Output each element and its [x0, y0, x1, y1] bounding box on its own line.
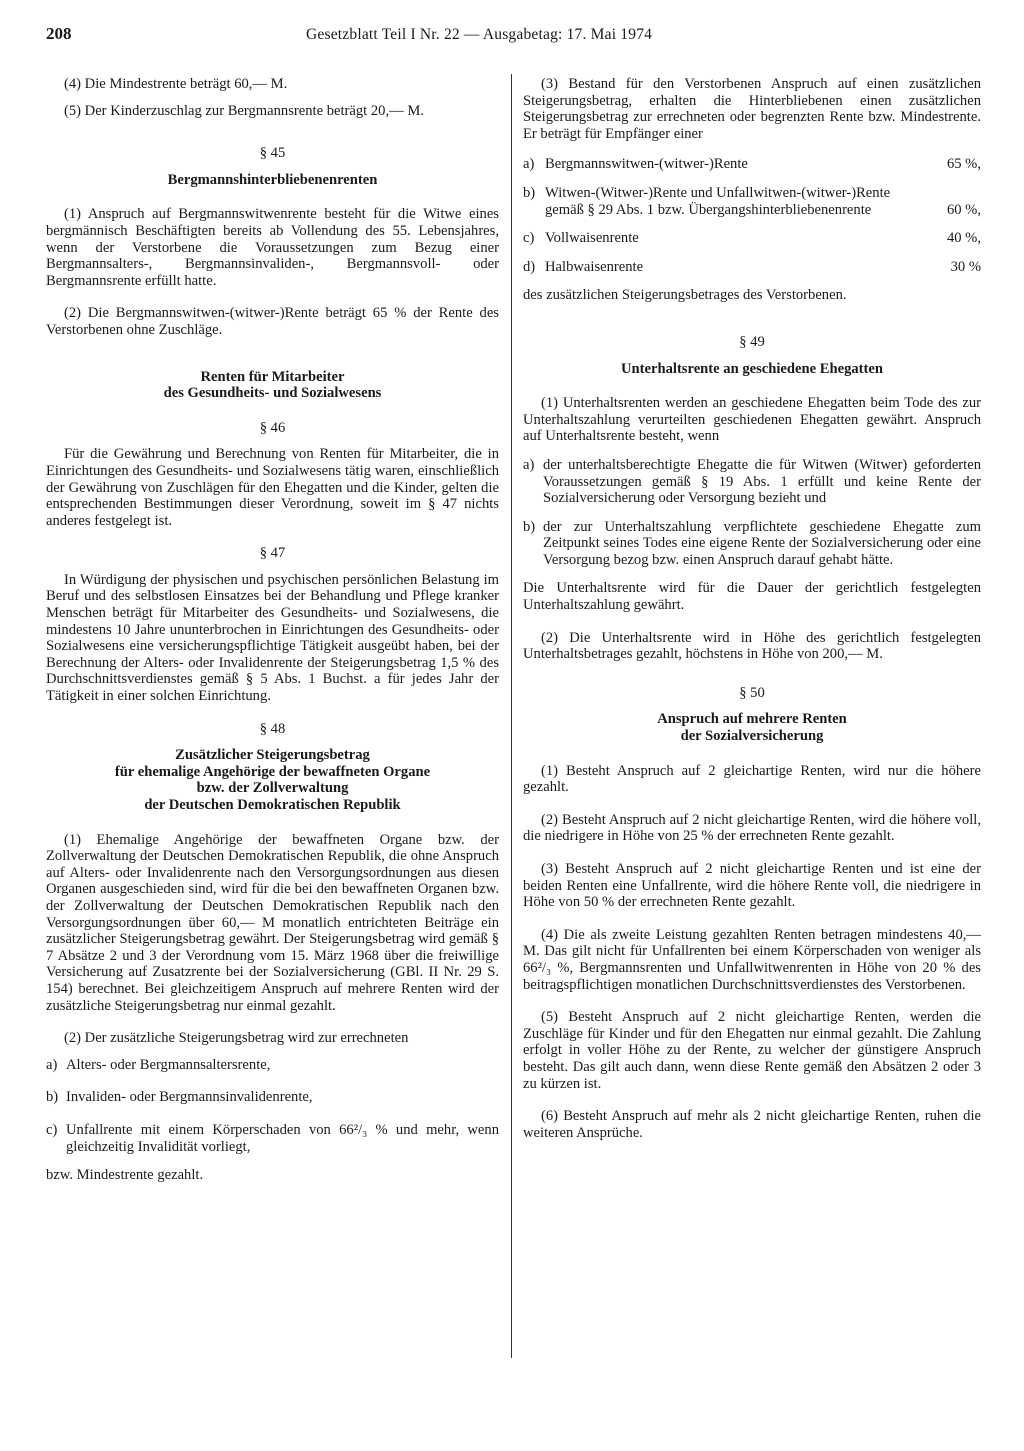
list-item-text: der zur Unterhaltszahlung verpflichtete geschiedene Ehegatte zum Zeitpunkt seines Todes eine eigene Rente der Sozialversicherung oder eine Versorgung bezog bzw. einen Anspruch darauf gehabt hätte. — [543, 518, 981, 568]
section-48-title — [46, 747, 499, 813]
rate-row-mark: c) — [523, 230, 535, 247]
rate-row-text: Halbwaisenrente — [545, 258, 644, 275]
list-item — [523, 457, 981, 507]
list-item-mark: a) — [523, 456, 535, 473]
page-header — [46, 26, 984, 50]
section-46-number: § 46 — [259, 419, 286, 436]
section-48-title-line-1: Zusätzlicher Steigerungsbetrag — [175, 747, 370, 764]
paragraph-50-2: (2) Besteht Anspruch auf 2 nicht gleichartige Renten, wird die höhere voll, die niedrigere in Höhe von 25 % der errechneten Rente gezahlt. — [523, 811, 981, 845]
rate-row-mark: d) — [523, 258, 536, 275]
right-column — [523, 76, 981, 1141]
section-50-title — [523, 711, 981, 744]
section-48-title-line-2: für ehemalige Angehörige der bewaffneten Organe — [114, 763, 431, 780]
paragraph-48-1: (1) Ehemalige Angehörige der bewaffneten Organe bzw. der Zollverwaltung der Deutschen Demokratischen Republik, die ohne Anspruch auf Alters- oder Invalidenrente nach den Versorgungsordnungen aus diesen Organen ausgeschieden sind, wird für die bei den bewaffneten Organen bzw. der Zollverwaltung der Deutschen Demokratischen Republik nach den Versorgungsordnungen über 60,— M monatlich entrichteten Beiträge ein zusätzlicher Steigerungsbetrag gewährt. Der Steigerungsbetrag wird gemäß § 7 Absätze 2 und 3 der Verordnung vom 15. März 1968 über die freiwillige Versicherung auf Zusatzrente bei der Sozialversicherung (GBl. II Nr. 29 S. 154) berechnet. Bei gleichzeitigem Anspruch auf mehrere Renten wird der zusätzliche Steigerungsbetrag nur einmal gezahlt. — [46, 831, 499, 1014]
paragraph-49-2: (2) Die Unterhaltsrente wird in Höhe des gerichtlich festgelegten Unterhaltsbetrages gezahlt, höchstens in Höhe von 200,— M. — [523, 629, 981, 663]
section-48-number: § 48 — [259, 720, 286, 737]
section-50-number: § 50 — [739, 684, 765, 701]
paragraph-50-6: (6) Besteht Anspruch auf mehr als 2 nicht gleichartige Renten, ruhen die weiteren Ansprüche. — [523, 1108, 981, 1141]
column-divider — [511, 74, 512, 1358]
group-heading-line-1: Renten für Mitarbeiter — [200, 368, 345, 385]
paragraph-48-3: (3) Bestand für den Verstorbenen Anspruch auf einen zusätzlichen Steigerungsbetrag, erhalten die Hinterbliebenen einen zusätzlichen Steigerungsbetrag zur errechneten oder begrenzten Rente bzw. Mindestrente. Er beträgt für Empfänger einer — [523, 76, 981, 142]
list-item — [46, 1057, 499, 1074]
rate-row-text: Vollwaisenrente — [545, 230, 639, 247]
section-50-title-line-1: Anspruch auf mehrere Renten — [657, 711, 847, 728]
paragraph-49-1: (1) Unterhaltsrenten werden an geschiedene Ehegatten beim Tode des zur Unterhaltszahlung verurteilten geschiedenen Ehegatten gewährt. Anspruch auf Unterhaltsrente besteht, wenn — [523, 395, 981, 445]
rate-row-text: Witwen-(Witwer-)Rente und Unfallwitwen-(witwer-)Rente gemäß § 29 Abs. 1 bzw. Übergangshinterbliebenenrente — [545, 184, 891, 218]
rate-row-percent: 65 %, — [946, 156, 981, 173]
paragraph-44-5: (5) Der Kinderzuschlag zur Bergmannsrente beträgt 20,— M. — [64, 102, 424, 119]
list-item-text: Invaliden- oder Bergmannsinvalidenrente, — [66, 1089, 313, 1106]
rate-row-text: Bergmannswitwen-(witwer-)Rente — [545, 156, 748, 173]
list-item — [46, 1089, 499, 1106]
paragraph-46: Für die Gewährung und Berechnung von Renten für Mitarbeiter, die in Einrichtungen des Gesundheits- und Sozialwesens tätig waren, einschließlich der Gewährung von Zuschlägen für den Ehegatten und die Kinder, gelten die entsprechenden Bestimmungen dieser Verordnung, soweit im § 47 nichts anderes festgelegt ist. — [46, 446, 499, 529]
list-item-mark: b) — [523, 518, 536, 535]
rate-row-mark: b) — [523, 184, 536, 201]
rate-row — [523, 156, 981, 173]
list-item-mark: b) — [46, 1089, 59, 1106]
left-column — [46, 76, 499, 1184]
list-item — [523, 519, 981, 569]
section-50-title-line-2: der Sozialversicherung — [680, 728, 824, 745]
section-49-number: § 49 — [739, 333, 765, 350]
rate-row — [523, 259, 981, 276]
rate-row — [523, 230, 981, 247]
rate-row-percent: 30 % — [950, 258, 981, 275]
running-title: Gesetzblatt Teil I Nr. 22 — Ausgabetag: 17. Mai 1974 — [306, 26, 653, 43]
paragraph-49-1-end: Die Unterhaltsrente wird für die Dauer der gerichtlich festgelegten Unterhaltszahlung gewährt. — [523, 580, 981, 614]
list-item-text: der unterhaltsberechtigte Ehegatte die für Witwen (Witwer) geforderten Voraussetzungen gemäß § 19 Abs. 1 erfüllt und keine Rente der Sozialversicherung oder Versorgung bezieht und — [543, 456, 981, 507]
group-heading — [46, 369, 499, 402]
paragraph-47: In Würdigung der physischen und psychischen persönlichen Belastung im Beruf und des selbstlosen Einsatzes bei der Behandlung und Pflege kranker Menschen beträgt für Mitarbeiter des Gesundheits- und Sozialwesens, die mindestens 10 Jahre ununterbrochen in Einrichtungen des Gesundheits- oder Sozialwesens eine versicherungspflichtige Tätigkeit ausgeübt haben, bei der Berechnung der Alters- oder Invalidenrente der Steigerungsbetrag 1,5 % des Durchschnittsverdienstes gemäß § 5 Abs. 1 Buchst. a für jedes Jahr der Tätigkeit in einer solchen Einrichtung. — [46, 571, 499, 705]
paragraph-50-3: (3) Besteht Anspruch auf 2 nicht gleichartige Renten und ist eine der beiden Renten eine Unfallrente, wird die höhere Rente voll, die niedrigere in Höhe von 50 % der errechneten Rente gezahlt. — [523, 861, 981, 911]
paragraph-50-1: (1) Besteht Anspruch auf 2 gleichartige Renten, wird nur die höhere gezahlt. — [523, 762, 981, 796]
paragraph-48-2-end: bzw. Mindestrente gezahlt. — [46, 1167, 204, 1184]
paragraph-48-2: (2) Der zusätzliche Steigerungsbetrag wird zur errechneten — [64, 1030, 409, 1047]
section-48-title-line-4: der Deutschen Demokratischen Republik — [144, 797, 401, 813]
paragraph-48-3-end: des zusätzlichen Steigerungsbetrages des Verstorbenen. — [523, 287, 847, 304]
section-45-title: Bergmannshinterbliebenenrenten — [167, 171, 378, 188]
section-49-title: Unterhaltsrente an geschiedene Ehegatten — [621, 360, 883, 377]
paragraph-45-1: (1) Anspruch auf Bergmannswitwenrente besteht für die Witwe eines bergmännisch Beschäftigten bereits ab Vollendung des 55. Lebensjahres, wenn der Verstorbene die Voraussetzungen zum Bezug einer Bergmannsalters-, Bergmannsinvaliden-, Bergmannsvoll- oder Bergmannsrente erfüllt hatte. — [46, 206, 499, 289]
paragraph-50-4: (4) Die als zweite Leistung gezahlten Renten betragen mindestens 40,— M. Das gilt nicht für Unfallrenten bei einem Körperschaden von weniger als 66²/₃ %, Bergmannsrenten und Unfallwitwenrenten in Höhe von 20 % des beitragspflichtigen monatlichen Durchschnittsverdienstes des Verstorbenen. — [523, 926, 981, 993]
paragraph-45-2: (2) Die Bergmannswitwen-(witwer-)Rente beträgt 65 % der Rente des Verstorbenen ohne Zuschläge. — [46, 305, 499, 338]
paragraph-44-4: (4) Die Mindestrente beträgt 60,— M. — [64, 76, 288, 92]
paragraph-50-5: (5) Besteht Anspruch auf 2 nicht gleichartige Renten, werden die Zuschläge für Kinder und für den Ehegatten nur einmal gezahlt. Die Zahlung erfolgt in voller Höhe zu der Rente, zu welcher der günstigere Anspruch besteht. Das gilt auch dann, wenn diese Rente gemäß den Absätzen 2 oder 3 zu kürzen ist. — [523, 1009, 981, 1092]
list-item-text: Unfallrente mit einem Körperschaden von 66²/₃ % und mehr, wenn gleichzeitig Invalidität vorliegt, — [66, 1121, 499, 1155]
list-item-text: Alters- oder Bergmannsaltersrente, — [66, 1056, 271, 1073]
section-47-number: § 47 — [259, 545, 286, 562]
list-item — [46, 1122, 499, 1155]
rate-row-percent: 60 %, — [946, 201, 981, 218]
list-item-mark: c) — [46, 1121, 58, 1138]
list-item-mark: a) — [46, 1056, 58, 1073]
rate-row-mark: a) — [523, 156, 535, 173]
group-heading-line-2: des Gesundheits- und Sozialwesens — [163, 385, 382, 402]
page-number: 208 — [46, 24, 72, 43]
rate-row — [523, 185, 981, 218]
section-48-title-line-3: bzw. der Zollverwaltung — [196, 780, 349, 797]
rate-row-percent: 40 %, — [946, 230, 981, 247]
section-45-number: § 45 — [259, 145, 286, 162]
